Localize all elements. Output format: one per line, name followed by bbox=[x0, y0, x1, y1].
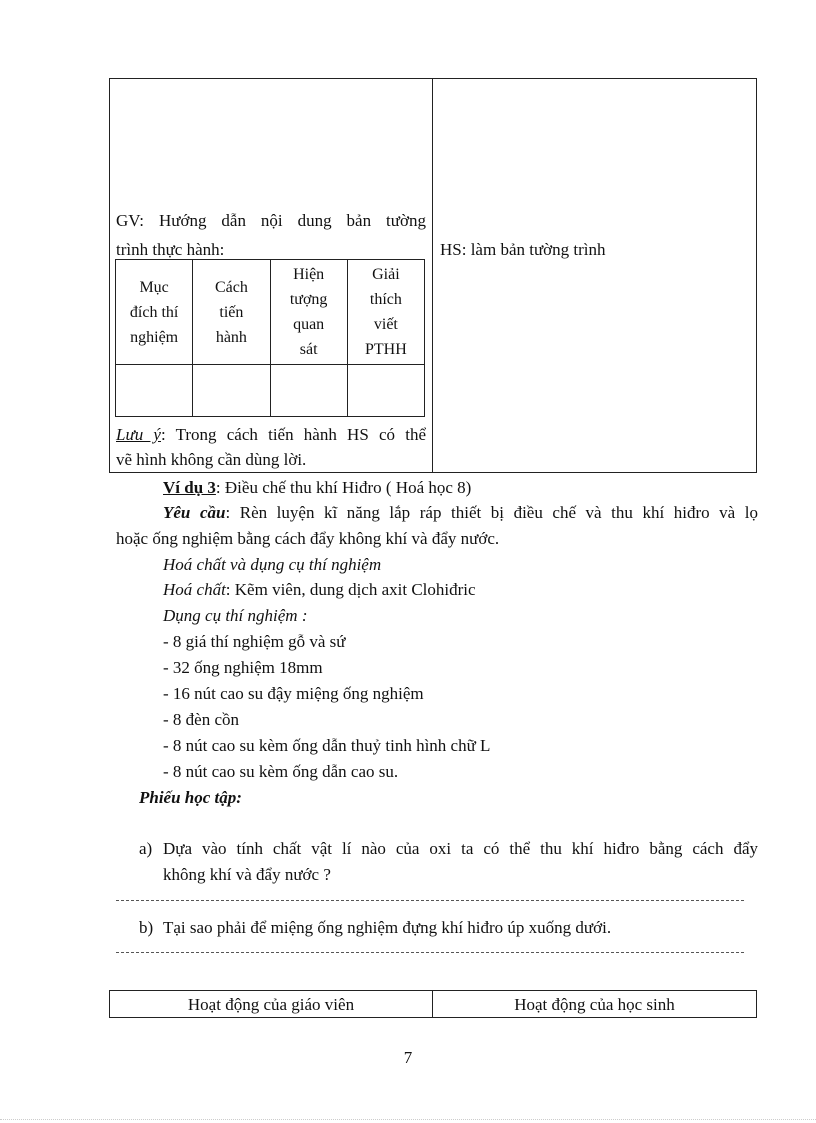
empty-cell bbox=[270, 365, 347, 417]
example-title: : Điều chế thu khí Hiđro ( Hoá học 8) bbox=[215, 478, 472, 497]
example-label: Ví dụ 3 bbox=[163, 478, 216, 497]
header-observation-l2: tượng bbox=[289, 291, 328, 308]
header-explanation bbox=[347, 260, 424, 365]
tool-item: - 8 đèn cồn bbox=[163, 710, 240, 729]
worksheet-heading: Phiếu học tập: bbox=[139, 788, 242, 807]
teacher-activity-header: Hoạt động của giáo viên bbox=[187, 995, 355, 1014]
question-a-line2: không khí và đẩy nước ? bbox=[163, 865, 331, 884]
header-procedure-l1: Cách bbox=[214, 278, 248, 296]
header-procedure bbox=[193, 260, 270, 365]
header-observation-l1: Hiện bbox=[293, 266, 325, 283]
header-purpose-l1: Mục bbox=[139, 278, 169, 296]
question-a-line1: Dựa vào tính chất vật lí nào của oxi ta có thể thu khí hiđro bằng cách đẩy bbox=[163, 839, 758, 858]
header-procedure-l2: tiến bbox=[219, 303, 244, 321]
tool-item: - 8 nút cao su kèm ống dẫn cao su. bbox=[163, 762, 399, 781]
tool-item: - 32 ống nghiệm 18mm bbox=[163, 658, 323, 677]
tool-item: - 8 nút cao su kèm ống dẫn thuỷ tinh hình chữ L bbox=[163, 736, 491, 755]
tool-item: - 16 nút cao su đậy miệng ống nghiệm bbox=[163, 684, 424, 703]
header-procedure-l3: hành bbox=[215, 328, 247, 346]
requirement-text: : Rèn luyện kĩ năng lắp ráp thiết bị điều chế và thu khí hiđro và lọ bbox=[225, 503, 758, 522]
chemicals-text: : Kẽm viên, dung dịch axit Clohiđric bbox=[225, 580, 476, 599]
student-activity-text: HS: làm bản tường trình bbox=[440, 240, 606, 259]
header-observation-l4: sát bbox=[299, 341, 318, 358]
question-b-marker: b) bbox=[139, 918, 154, 937]
header-observation bbox=[270, 260, 347, 365]
note-label: Lưu ý bbox=[116, 425, 161, 444]
header-purpose-l2: đích thí bbox=[129, 303, 179, 321]
requirement-line2: hoặc ống nghiệm bằng cách đẩy không khí và đẩy nước. bbox=[116, 529, 500, 548]
chemicals-line bbox=[163, 580, 476, 600]
student-activity-header: Hoạt động của học sinh bbox=[514, 995, 675, 1014]
header-purpose bbox=[116, 260, 193, 365]
activity-header-table bbox=[109, 990, 757, 1018]
chemicals-heading: Hoá chất và dụng cụ thí nghiệm bbox=[163, 555, 382, 574]
note-line2: vẽ hình không cần dùng lời. bbox=[116, 450, 307, 469]
header-explanation-l4: PTHH bbox=[364, 341, 407, 358]
requirement-label: Yêu cầu bbox=[163, 503, 226, 522]
empty-cell bbox=[116, 365, 193, 417]
empty-cell bbox=[347, 365, 424, 417]
note-line1 bbox=[116, 425, 426, 445]
empty-cell bbox=[193, 365, 270, 417]
header-observation-l3: quan bbox=[293, 316, 325, 333]
requirement-line1 bbox=[163, 503, 758, 523]
answer-dashed-line bbox=[116, 900, 744, 901]
header-explanation-l2: thích bbox=[369, 291, 402, 308]
header-purpose-l3: nghiệm bbox=[130, 328, 179, 346]
question-b-text: Tại sao phải để miệng ống nghiệm đựng khí hiđro úp xuống dưới. bbox=[163, 918, 612, 937]
note-text: : Trong cách tiến hành HS có thể bbox=[160, 425, 426, 444]
question-a-marker: a) bbox=[139, 839, 153, 858]
teacher-guidance-line2: trình thực hành: bbox=[116, 240, 225, 259]
page-edge-dotted-line bbox=[0, 1119, 816, 1120]
answer-dashed-line bbox=[116, 952, 744, 953]
report-template-table bbox=[115, 259, 425, 417]
tool-item: - 8 giá thí nghiệm gỗ và sứ bbox=[163, 632, 346, 651]
teacher-guidance-line1: GV: Hướng dẫn nội dung bản tường bbox=[116, 211, 426, 230]
page-number: 7 bbox=[403, 1048, 413, 1067]
header-explanation-l3: viết bbox=[373, 316, 398, 333]
chemicals-label: Hoá chất bbox=[163, 580, 226, 599]
example-heading bbox=[163, 478, 471, 498]
header-explanation-l1: Giải bbox=[372, 266, 400, 283]
table-column-divider bbox=[432, 78, 433, 472]
tools-heading: Dụng cụ thí nghiệm : bbox=[163, 606, 308, 625]
